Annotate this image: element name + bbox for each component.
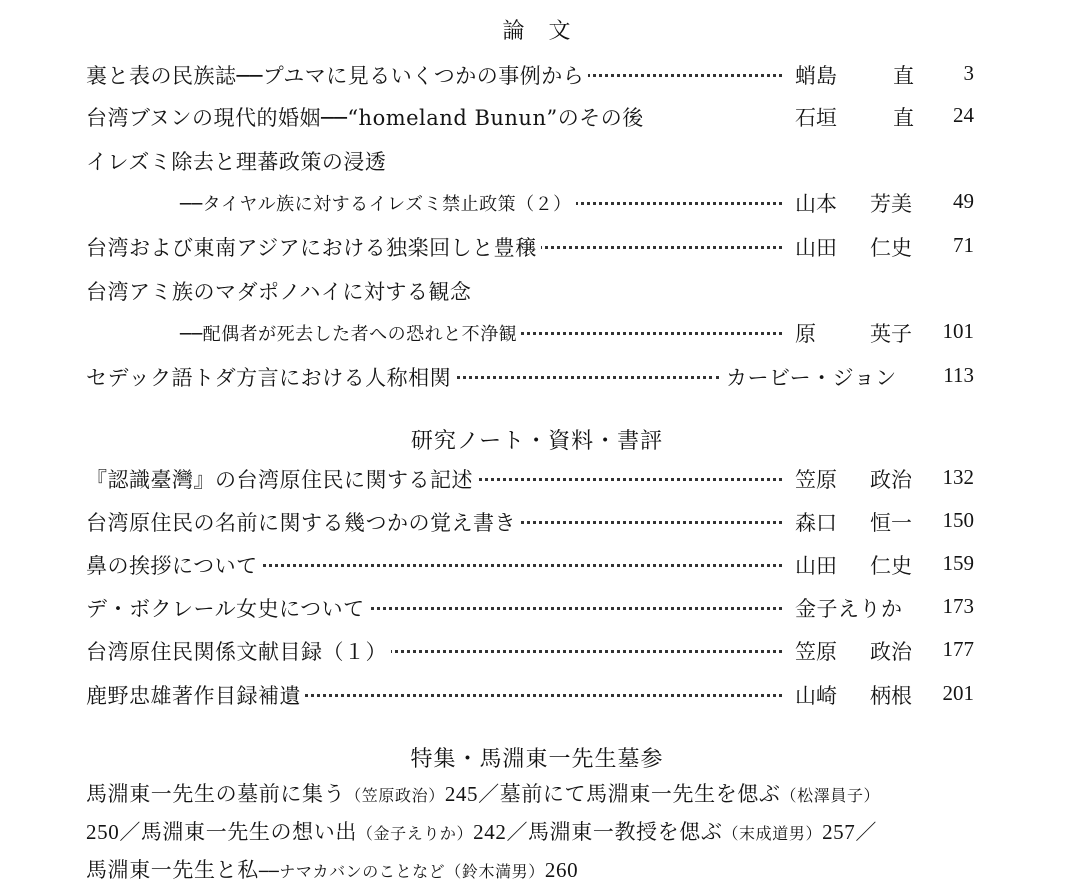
toc-entry[interactable] [0, 550, 1074, 584]
author-given-name: 仁史 [870, 236, 912, 260]
section-heading-special: 特集・馬淵東一先生墓参 [410, 747, 664, 772]
toc-entry[interactable] [0, 680, 1074, 714]
entry-title: 鹿野忠雄著作目録補遺 [86, 680, 305, 710]
section-heading-notes: 研究ノート・資料・書評 [410, 429, 664, 454]
special-entry-author: （末成道男） [722, 824, 823, 843]
entry-title: 鼻の挨拶について [86, 550, 262, 580]
toc-entry[interactable] [0, 464, 1074, 498]
toc-entry[interactable] [0, 507, 1074, 541]
special-entry-page: 245 [444, 782, 479, 806]
separator: ／ [478, 782, 500, 806]
entry-title: 台湾および東南アジアにおける独楽回しと豊穣 [86, 232, 541, 262]
author-family-name: 山本 [795, 192, 837, 216]
separator: ／ [506, 820, 529, 844]
page-number: 132 [942, 465, 974, 489]
author-name: 金子えりか [795, 597, 903, 621]
toc-entry[interactable] [0, 232, 1074, 266]
toc-entry[interactable] [0, 276, 1074, 310]
toc-entry[interactable] [0, 60, 1074, 94]
toc-entry[interactable] [0, 636, 1074, 670]
page-number: 49 [953, 189, 974, 213]
author-given-name: 英子 [870, 322, 912, 346]
entry-subtitle: ──タイヤル族に対するイレズミ禁止政策（２） [180, 190, 576, 216]
page-number: 173 [942, 594, 974, 618]
toc-entry[interactable] [0, 102, 1074, 136]
special-entry-page: 257 [822, 820, 856, 844]
entry-title: デ・ボクレール女史について [86, 593, 369, 623]
section-heading-articles: 論 文 [502, 19, 572, 44]
author-name: カービー・ジョン [726, 366, 897, 390]
author-given-name: 恒一 [870, 511, 912, 535]
page-number: 177 [942, 637, 974, 661]
page-number: 24 [953, 103, 974, 127]
special-entry-author: （金子えりか） [356, 824, 474, 843]
special-entry-page: 260 [544, 858, 579, 882]
entry-title: 台湾アミ族のマダポノハイに対する観念 [86, 276, 475, 306]
author-family-name: 笠原 [795, 640, 837, 664]
toc-entry[interactable] [0, 362, 1074, 396]
special-entry-author: （笠原政治） [345, 786, 445, 805]
special-entry-author: （松澤員子） [780, 786, 881, 805]
author-family-name: 山田 [795, 236, 837, 260]
author-family-name: 山田 [795, 554, 837, 578]
author-given-name: 芳美 [870, 192, 912, 216]
author-given-name: 直 [893, 64, 914, 88]
author-given-name: 直 [893, 106, 914, 130]
author-family-name: 山崎 [795, 684, 837, 708]
page-number: 159 [942, 551, 974, 575]
special-entry-title[interactable]: 馬淵東一先生の墓前に集う [86, 782, 346, 806]
entry-subtitle: ──配偶者が死去した者への恐れと不浄観 [180, 320, 521, 346]
page-number: 150 [942, 508, 974, 532]
toc-entry[interactable] [0, 146, 1074, 180]
author-given-name: 仁史 [870, 554, 912, 578]
special-entry-title[interactable]: 馬淵東一先生と私 [86, 858, 259, 882]
author-family-name: 蛸島 [795, 64, 837, 88]
entry-title: 『認識臺灣』の台湾原住民に関する記述 [86, 464, 477, 494]
special-entry-page: 242 [473, 820, 507, 844]
author-family-name: 笠原 [795, 468, 837, 492]
special-entry-title[interactable]: 墓前にて馬淵東一先生を偲ぶ [499, 782, 781, 806]
special-entry-title[interactable]: 馬淵東一先生の想い出 [140, 820, 357, 844]
toc-entry-subtitle-row[interactable] [0, 188, 1074, 222]
entry-title: イレズミ除去と理蕃政策の浸透 [86, 146, 390, 176]
author-given-name: 政治 [870, 468, 912, 492]
author-family-name: 原 [795, 322, 816, 346]
entry-title: 台湾ブヌンの現代的婚姻──“homeland Bunun”のその後 [86, 102, 648, 132]
entry-title: 裏と表の民族誌──プユマに見るいくつかの事例から [86, 60, 588, 90]
entry-title: 台湾原住民の名前に関する幾つかの覚え書き [86, 507, 520, 537]
page-number: 3 [963, 61, 974, 85]
entry-title: セデック語トダ方言における人称相関 [86, 362, 455, 392]
special-feature-paragraph [86, 776, 986, 890]
special-entry-subtitle: ──ナマカバンのことなど [258, 862, 446, 881]
author-given-name: 柄根 [870, 684, 912, 708]
page-number: 201 [942, 681, 974, 705]
page-number: 71 [953, 233, 974, 257]
toc-entry-subtitle-row[interactable] [0, 318, 1074, 352]
special-entry-title[interactable]: 馬淵東一教授を偲ぶ [528, 820, 723, 844]
author-given-name: 政治 [870, 640, 912, 664]
separator: ／ [855, 820, 877, 844]
separator: ／ [119, 820, 141, 844]
special-entry-author: （鈴木満男） [445, 862, 545, 881]
special-entry-page: 250 [86, 820, 120, 844]
page-number: 113 [943, 363, 974, 387]
entry-title: 台湾原住民関係文献目録（１） [86, 636, 391, 666]
author-family-name: 森口 [795, 511, 837, 535]
page-number: 101 [942, 319, 974, 343]
toc-entry[interactable] [0, 593, 1074, 627]
author-family-name: 石垣 [795, 106, 837, 130]
